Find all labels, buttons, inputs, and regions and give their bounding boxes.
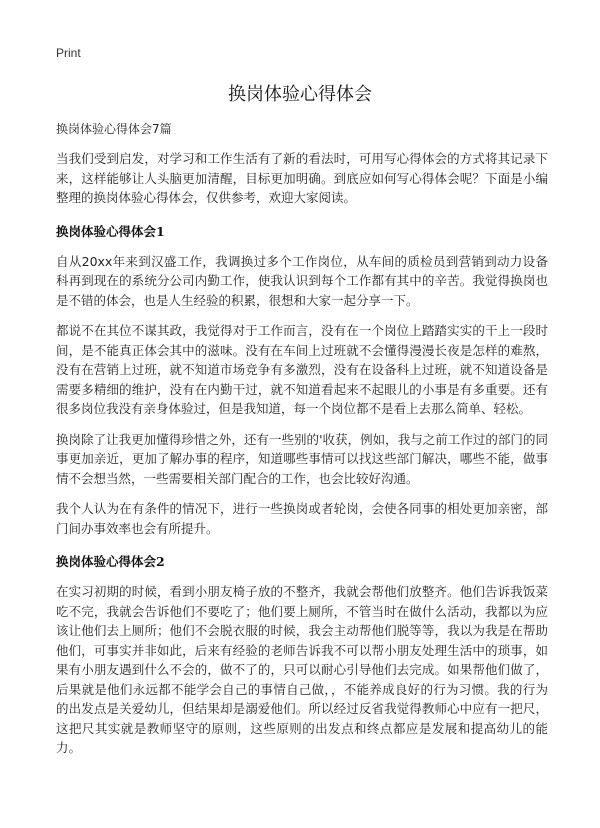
subtitle: 换岗体验心得体会7篇 — [56, 122, 172, 136]
print-link[interactable]: Print — [56, 46, 81, 60]
section-1-paragraph-3: 换岗除了让我更加懂得珍惜之外，还有一些别的'收获，例如，我与之前工作过的部门的同事更加亲近，更加了解办事的程序，知道哪些事情可以找这些部门解决，哪些不能，做事情不会想当然，一些需要相关部门配合的工作，也会比较好沟通。 — [56, 431, 548, 486]
section-1-paragraph-2: 都说不在其位不谋其政，我觉得对于工作而言，没有在一个岗位上踏踏实实的干上一段时间，是不能真正体会其中的滋味。没有在车间上过班就不会懂得漫漫长夜是怎样的难熬，没有在营销上过班，就不知道市场竞争有多激烈，没有在设备科上过班，就不知道设备是需要多精细的维护，没有在内勤干过，就不知道看起来不起眼儿的小事是有多重要。还有很多岗位我没有亲身体验过，但是我知道，每一个岗位都不是看上去那么简单、轻松。 — [56, 323, 548, 416]
section-1-paragraph-1: 自从20xx年来到汉盛工作，我调换过多个工作岗位，从车间的质检员到营销到动力设备科再到现在的系统分公司内勤工作，使我认识到每个工作都有其中的辛苦。我觉得换岗也是不错的体会，也是人生经验的积累，很想和大家一起分享一下。 — [56, 253, 548, 308]
page-title: 换岗体验心得体会 — [228, 84, 372, 105]
section-2-paragraph-1: 在实习初期的时候，看到小朋友椅子放的不整齐，我就会帮他们放整齐。他们告诉我饭菜吃不完，我就会告诉他们不要吃了；他们要上厕所，不管当时在做什么活动，我都以为应该让他们去上厕所；他们不会脱衣服的时候，我会主动帮他们脱等等，我以为我是在帮助他们，可事实并非如此，后来有经验的老师告诉我不可以帮小朋友处理生活中的琐事，如果有小朋友遇到什么不会的，做不了的，只可以耐心引导他们去完成。如果帮他们做了，后果就是他们永远都不能学会自己的事情自己做，，不能养成良好的行为习惯。我的行为的出发点是关爱幼儿，但结果却是溺爱他们。所以经过反省我觉得教师心中应有一把尺，这把尺其实就是教师坚守的原则，这些原则的出发点和终点都应是发展和提高幼儿的能力。 — [56, 584, 548, 755]
section-1-paragraph-4: 我个人认为在有条件的情况下，进行一些换岗或者轮岗，会使各同事的相处更加亲密，部门间办事效率也会有所提升。 — [56, 501, 548, 536]
intro-paragraph: 当我们受到启发，对学习和工作生活有了新的看法时，可用写心得体会的方式将其记录下来，这样能够让人头脑更加清醒，目标更加明确。到底应如何写心得体会呢？下面是小编整理的换岗体验心得体会，仅供参考，欢迎大家阅读。 — [56, 151, 548, 205]
section-heading-1: 换岗体验心得体会1 — [56, 223, 165, 239]
section-heading-2: 换岗体验心得体会2 — [56, 554, 165, 569]
document-body — [56, 120, 548, 769]
